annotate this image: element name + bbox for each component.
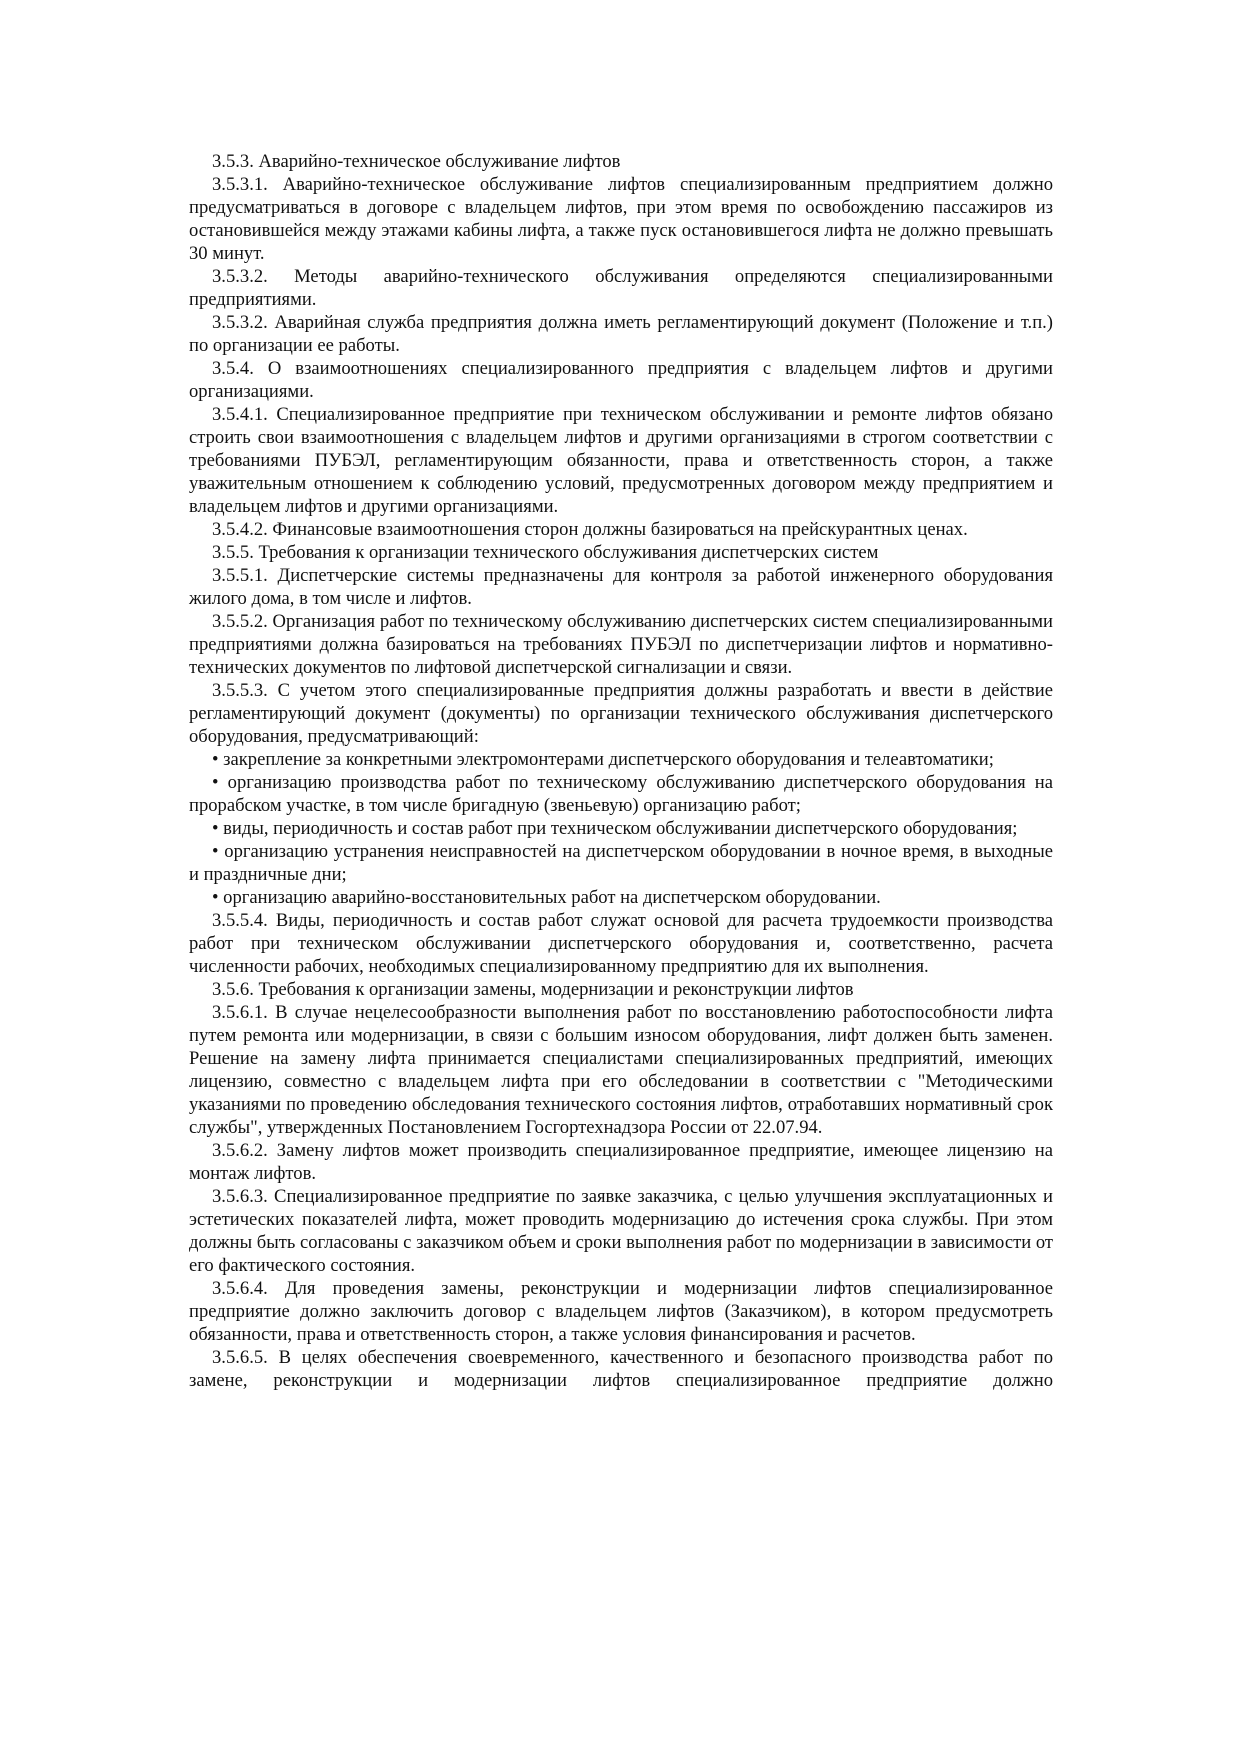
paragraph: 3.5.4.1. Специализированное предприятие при техническом обслуживании и ремонте лифтов обязано строить свои взаимоотношения с владельцем лифтов и другими организациями в строгом соответствии с требованиями ПУБЭЛ, регламентирующим обязанности, права и ответственность сторон, а также уважительным отношением к соблюдению условий, предусмотренных договором между предприятием и владельцем лифтов и другими организациями. [189,404,1053,517]
bullet-item: • организацию производства работ по техническому обслуживанию диспетчерского оборудования на прорабском участке, в том числе бригадную (звеньевую) организацию работ; [189,772,1053,816]
paragraph: 3.5.5.1. Диспетчерские системы предназначены для контроля за работой инженерного оборудования жилого дома, в том числе и лифтов. [189,565,1053,609]
document-page [189,150,1053,1392]
paragraph: 3.5.6.1. В случае нецелесообразности выполнения работ по восстановлению работоспособности лифта путем ремонта или модернизации, в связи с большим износом оборудования, лифт должен быть заменен. Решение на замену лифта принимается специалистами специализированных предприятий, имеющих лицензию, совместно с владельцем лифта при его обследовании в соответствии с "Методическими указаниями по проведению обследования технического состояния лифтов, отработавших нормативный срок службы", утвержденных Постановлением Госгортехнадзора России от 22.07.94. [189,1002,1053,1138]
paragraph: 3.5.5.2. Организация работ по техническому обслуживанию диспетчерских систем специализированными предприятиями должна базироваться на требованиях ПУБЭЛ по диспетчеризации лифтов и нормативно-технических документов по лифтовой диспетчерской сигнализации и связи. [189,611,1053,678]
paragraph-continued: 3.5.6.5. В целях обеспечения своевременного, качественного и безопасного производства работ по замене, реконструкции и модернизации лифтов специализированное предприятие должно [189,1347,1053,1391]
bullet-item: • организацию устранения неисправностей на диспетчерском оборудовании в ночное время, в выходные и праздничные дни; [189,841,1053,885]
section-heading: 3.5.5. Требования к организации технического обслуживания диспетчерских систем [212,542,879,563]
paragraph: 3.5.4. О взаимоотношениях специализированного предприятия с владельцем лифтов и другими организациями. [189,358,1053,402]
paragraph: 3.5.6.2. Замену лифтов может производить специализированное предприятие, имеющее лицензию на монтаж лифтов. [189,1140,1053,1184]
paragraph: 3.5.6.3. Специализированное предприятие по заявке заказчика, с целью улучшения эксплуатационных и эстетических показателей лифта, может проводить модернизацию до истечения срока службы. При этом должны быть согласованы с заказчиком объем и сроки выполнения работ по модернизации в зависимости от его фактического состояния. [189,1186,1053,1276]
bullet-item: • виды, периодичность и состав работ при техническом обслуживании диспетчерского оборудования; [212,818,1018,839]
paragraph: 3.5.4.2. Финансовые взаимоотношения сторон должны базироваться на прейскурантных ценах. [212,519,968,540]
bullet-item: • организацию аварийно-восстановительных работ на диспетчерском оборудовании. [212,887,881,908]
bullet-item: • закрепление за конкретными электромонтерами диспетчерского оборудования и телеавтоматики; [212,749,994,770]
paragraph: 3.5.3.2. Аварийная служба предприятия должна иметь регламентирующий документ (Положение и т.п.) по организации ее работы. [189,312,1053,356]
paragraph: 3.5.6.4. Для проведения замены, реконструкции и модернизации лифтов специализированное предприятие должно заключить договор с владельцем лифтов (Заказчиком), в котором предусмотреть обязанности, права и ответственность сторон, а также условия финансирования и расчетов. [189,1278,1053,1345]
paragraph: 3.5.5.3. С учетом этого специализированные предприятия должны разработать и ввести в действие регламентирующий документ (документы) по организации технического обслуживания диспетчерского оборудования, предусматривающий: [189,680,1053,747]
paragraph: 3.5.3.2. Методы аварийно-технического обслуживания определяются специализированными предприятиями. [189,266,1053,310]
paragraph: 3.5.5.4. Виды, периодичность и состав работ служат основой для расчета трудоемкости производства работ при техническом обслуживании диспетчерского оборудования и, соответственно, расчета численности рабочих, необходимых специализированному предприятию для их выполнения. [189,910,1053,977]
section-heading: 3.5.3. Аварийно-техническое обслуживание лифтов [212,151,621,172]
section-heading: 3.5.6. Требования к организации замены, модернизации и реконструкции лифтов [212,979,854,1000]
paragraph: 3.5.3.1. Аварийно-техническое обслуживание лифтов специализированным предприятием должно предусматриваться в договоре с владельцем лифтов, при этом время по освобождению пассажиров из остановившейся между этажами кабины лифта, а также пуск остановившегося лифта не должно превышать 30 минут. [189,174,1053,264]
